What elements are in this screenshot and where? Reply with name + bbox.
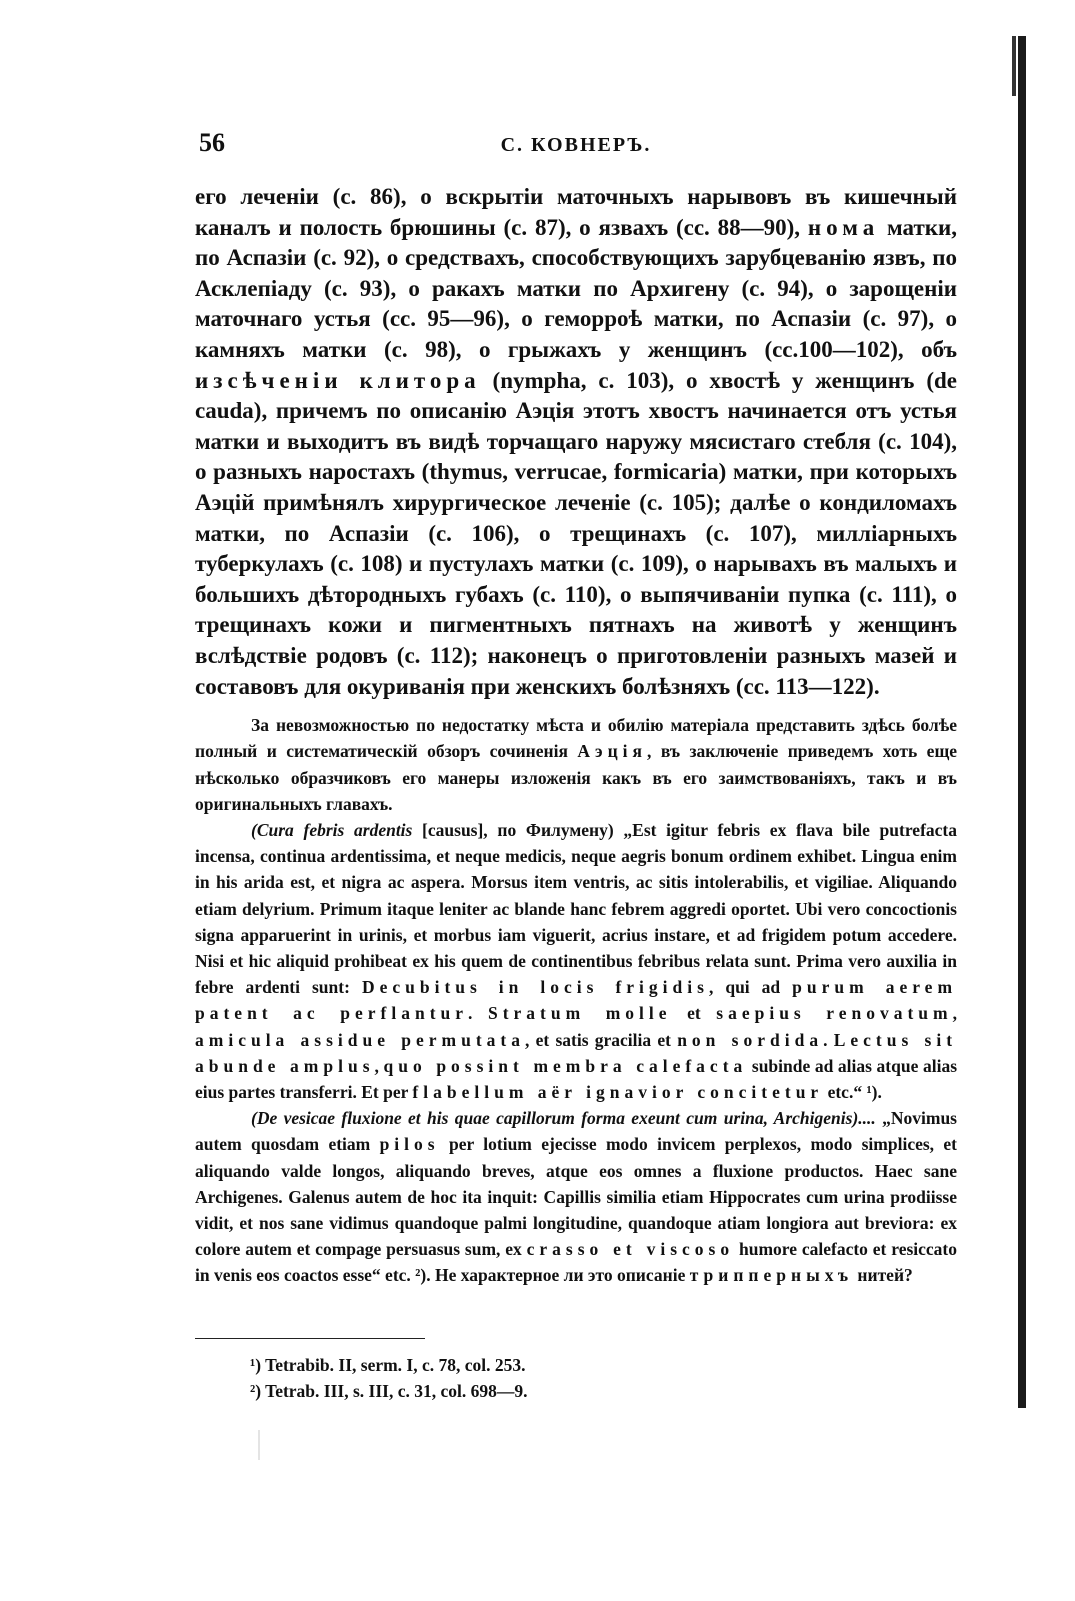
spaced-term: Stratum molle xyxy=(487,1003,672,1024)
text-run: per lotium ejecisse modo invicem perplexos, modo simplices, et aliquando valde longos, aliquando breves, atque eos omnes a fluxione productos. Haec sane Archigenes. Galenus autem de hoc ita inquit: Capillis similia etiam Hippocrates cum urina prodiisse vidit, et nos sane vidimus quandoque palmi longitudine, quandoque atiam longiora aut breviora: ex colore autem et compage persuasus sum, ex xyxy=(195,1134,957,1260)
page-edge xyxy=(1018,36,1026,1408)
paragraph-quote-vesicae xyxy=(195,1105,957,1288)
page-body xyxy=(195,182,957,1289)
text-run: нитей? xyxy=(853,1265,913,1286)
page-number: 56 xyxy=(199,128,225,157)
running-title: С. КОВНЕРЪ. xyxy=(500,134,652,156)
text-run: (nympha, с. 103), о хвостѣ у женщинъ (de cauda), причемъ по описанію Аэція этотъ хвостъ начинается отъ устья матки и выходитъ въ видѣ торчащаго наружу мясистаго стебля (с. 104), о разныхъ наростахъ (thymus, verrucae, formicaria) матки, при которыхъ Аэцій примѣнялъ хирургическое леченіе (с. 105); далѣе о кондиломахъ матки, по Аспазіи (с. 106), о трещинахъ (с. 107), милліарныхъ туберкулахъ (с. 108) и пустулахъ матки (с. 109), о нарывахъ въ малыхъ и большихъ дѣтородныхъ губахъ (с. 110), о выпячиваніи пупка (с. 111), о трещинахъ кожи и пигментныхъ пятнахъ на животѣ у женщинъ вслѣдствіе родовъ (с. 112); наконецъ о приготовленіи разныхъ мазей и составовъ для окуриванія при женскихъ болѣзняхъ (сс. 113—122). xyxy=(195,367,957,699)
paragraph-quote-febris xyxy=(195,817,957,1105)
spaced-term: трипперныхъ xyxy=(689,1265,854,1286)
text-run: , въ заключеніе приведемъ хоть еще нѣсколько образчиковъ его манеры изложенія какъ въ его заимствованіяхъ, такъ и въ оригинальныхъ главахъ. xyxy=(195,741,957,814)
spaced-term: quo possint membra calefacta xyxy=(383,1055,748,1076)
text-run: . xyxy=(468,1003,488,1024)
text-run: , qui ad xyxy=(708,977,793,998)
page-edge-shadow xyxy=(1012,36,1016,96)
footnotes xyxy=(250,1352,850,1404)
text-run: его леченіи (с. 86), о вскрытіи маточныхъ нарывовъ въ кишечный каналъ и полость брюшины (с. 87), о язвахъ (сс. 88—90), xyxy=(195,184,957,240)
paragraph-intro-quotes xyxy=(195,712,957,817)
page-header xyxy=(195,128,957,168)
text-run: et xyxy=(671,1003,717,1024)
text-run: subinde ad alias atque alias eius partes transferri. Et per xyxy=(195,1055,958,1102)
text-run: За невозможностью по недостатку мѣста и обилію матеріала представить здѣсь болѣе полный и систематическій обзоръ сочиненія xyxy=(195,715,957,762)
scan-smudge xyxy=(258,1430,260,1460)
spaced-term: saepius renovatum xyxy=(716,1003,953,1024)
spaced-term: pilos xyxy=(379,1134,440,1155)
spaced-term: Аэція xyxy=(577,741,648,762)
footnote-rule xyxy=(195,1338,425,1339)
spaced-term: flabellum aër ignavior concitetur xyxy=(412,1081,824,1102)
spaced-term: amicula assidue permutata xyxy=(195,1029,525,1050)
spaced-term: Lectus sit abunde amplus xyxy=(195,1029,958,1076)
text-run: , et satis gracilia et xyxy=(524,1029,678,1050)
text-run: матки, по Аспазіи (с. 92), о средствахъ, способствующихъ зарубцеванію язвъ, по Асклепіаду (с. 93), о ракахъ матки по Архигену (с. 94), о зарощеніи маточнаго устья (сс. 95—96), о геморроѣ матки, по Аспазіи (с. 97), о камняхъ матки (с. 98), о грыжахъ у женщинъ (сс.100—102), объ xyxy=(195,214,957,362)
italic-heading: (De vesicae fluxione et his quae capillorum forma exeunt cum urina, Archigenis).... xyxy=(251,1108,876,1129)
spaced-term: non sordida xyxy=(677,1029,824,1050)
spaced-term: Decubitus in locis frigidis xyxy=(361,977,709,998)
spaced-term: purum aerem patent ac perflantur xyxy=(195,977,958,1024)
italic-heading: (Cura febris ardentis xyxy=(251,819,413,840)
footnote-1: ¹) Tetrabib. II, serm. I, c. 78, col. 253. xyxy=(250,1355,526,1375)
spaced-term: crasso et viscoso xyxy=(526,1239,735,1260)
footnote-2: ²) Tetrab. III, s. III, c. 31, col. 698—9. xyxy=(250,1381,528,1401)
spaced-term: изсѣченіи клитора xyxy=(195,367,481,393)
text-run: , xyxy=(952,1003,957,1024)
text-run: etc.“ ¹). xyxy=(823,1081,882,1102)
text-run: humore calefacto et resiccato in venis eos coactos esse“ etc. ²). Не характерное ли это описаніе xyxy=(195,1239,957,1286)
text-run: , xyxy=(374,1055,384,1076)
text-run: . xyxy=(823,1029,834,1050)
paragraph-main xyxy=(195,182,957,702)
text-run: [causus], по Филумену) „Est igitur febris ex flava bile putrefacta incensa, continua ardentissima, et neque medicis, neque aegris bonum ordinem exhibet. Lingua enim in his arida est, et nigra ac aspera. Morsus item ventris, ac sitis intolerabilis, et vigiliae. Aliquando etiam delyrium. Primum itaque leniter ac blande hanc febrem aggredi oportet. Ubi vero concoctionis signa apparuerint in urinis, et morbus iam viguerit, acrius instare, et ad frigidem potum accedere. Nisi et hic aliquid prohibeat ex his quem de continentibus febribus relata sunt. Prima vero auxilia in febre ardenti sunt: xyxy=(195,819,957,998)
text-run: „Novimus autem quosdam etiam xyxy=(195,1108,957,1155)
spaced-term: нома xyxy=(807,214,880,240)
